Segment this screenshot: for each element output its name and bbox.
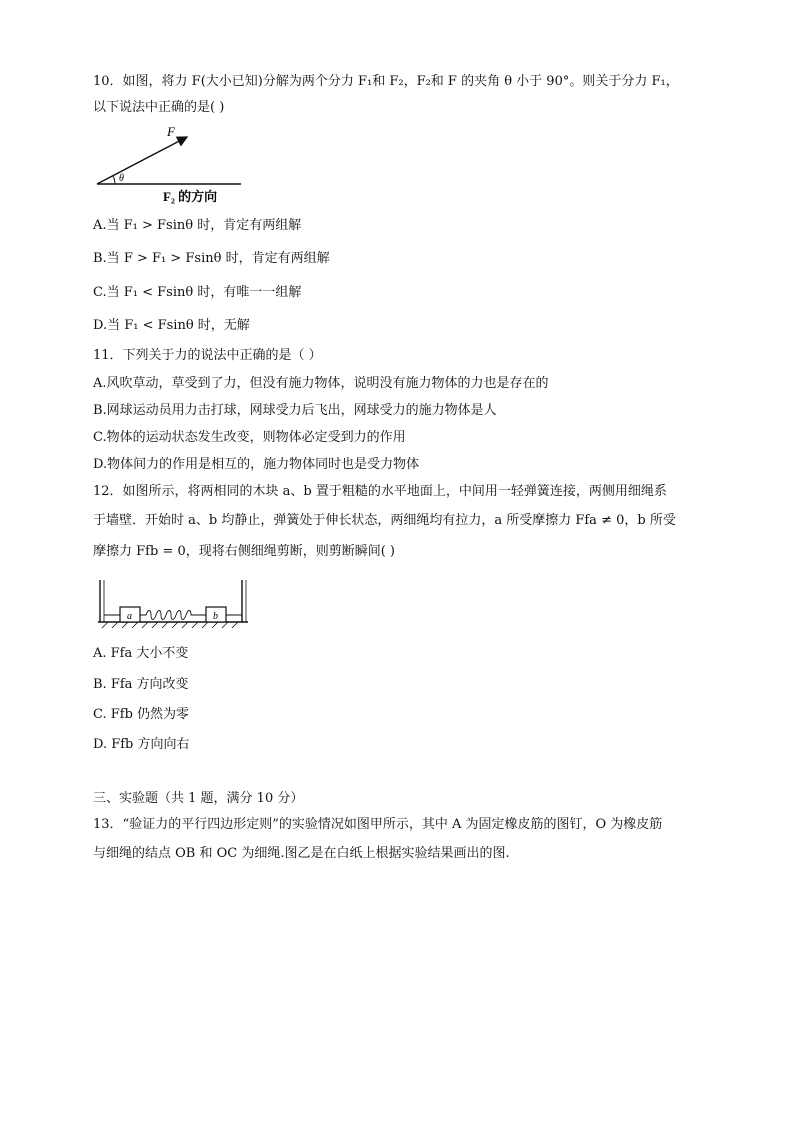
q12-option-d: D. Ffb 方向向右 xyxy=(93,737,190,752)
q10-stem-line2: 以下说法中正确的是( ) xyxy=(93,100,225,115)
force-f-arrow xyxy=(97,137,187,184)
block-b-label: b xyxy=(213,611,218,622)
q11-option-a: A.风吹草动，草受到了力，但没有施力物体，说明没有施力物体的力也是存在的 xyxy=(93,376,549,391)
q12-option-b: B. Ffa 方向改变 xyxy=(93,677,189,692)
q12-option-a: A. Ffa 大小不变 xyxy=(93,646,189,661)
q10-force-diagram xyxy=(93,124,243,206)
q12-spring-blocks-diagram xyxy=(96,578,250,632)
q12-stem-line2: 于墙壁．开始时 a、b 均静止，弹簧处于伸长状态，两细绳均有拉力，a 所受摩擦力 Ffa ≠ 0，b 所受 xyxy=(93,513,676,528)
section3-heading: 三、实验题（共 1 题，满分 10 分） xyxy=(93,791,304,806)
q11-stem: 11．下列关于力的说法中正确的是（ ） xyxy=(93,348,322,363)
q12-stem-line1: 12．如图所示，将两相同的木块 a、b 置于粗糙的水平地面上，中间用一轻弹簧连接，两侧用细绳系 xyxy=(93,484,667,499)
force-f-label: F xyxy=(167,124,175,139)
q12-option-c: C. Ffb 仍然为零 xyxy=(93,707,190,722)
q11-option-b: B.网球运动员用力击打球，网球受力后飞出，网球受力的施力物体是人 xyxy=(93,403,497,418)
q11-option-c: C.物体的运动状态发生改变，则物体必定受到力的作用 xyxy=(93,430,406,445)
q10-option-d: D.当 F₁ < Fsinθ 时，无解 xyxy=(93,318,250,333)
q13-line1: 13．“验证力的平行四边形定则”的实验情况如图甲所示，其中 A 为固定橡皮筋的图钉，O 为橡皮筋 xyxy=(93,817,663,832)
q10-option-b: B.当 F > F₁ > Fsinθ 时，肯定有两组解 xyxy=(93,251,330,266)
block-a-label: a xyxy=(127,611,132,622)
q10-option-a: A.当 F₁ > Fsinθ 时，肯定有两组解 xyxy=(93,218,302,233)
q13-line2: 与细绳的结点 OB 和 OC 为细绳.图乙是在白纸上根据实验结果画出的图. xyxy=(93,846,510,861)
q11-option-d: D.物体间力的作用是相互的，施力物体同时也是受力物体 xyxy=(93,457,420,472)
q10-stem-line1: 10．如图，将力 F(大小已知)分解为两个分力 F₁和 F₂，F₂和 F 的夹角 θ 小于 90°。则关于分力 F₁， xyxy=(93,74,679,89)
angle-theta-label: θ xyxy=(119,173,124,184)
f2-direction-label: F₂ 的方向 xyxy=(163,189,218,204)
q10-option-c: C.当 F₁ < Fsinθ 时，有唯一一组解 xyxy=(93,285,302,300)
q12-stem-line3: 摩擦力 Ffb = 0，现将右侧细绳剪断，则剪断瞬间( ) xyxy=(93,544,395,559)
spring xyxy=(140,611,206,620)
angle-arc xyxy=(113,176,115,184)
